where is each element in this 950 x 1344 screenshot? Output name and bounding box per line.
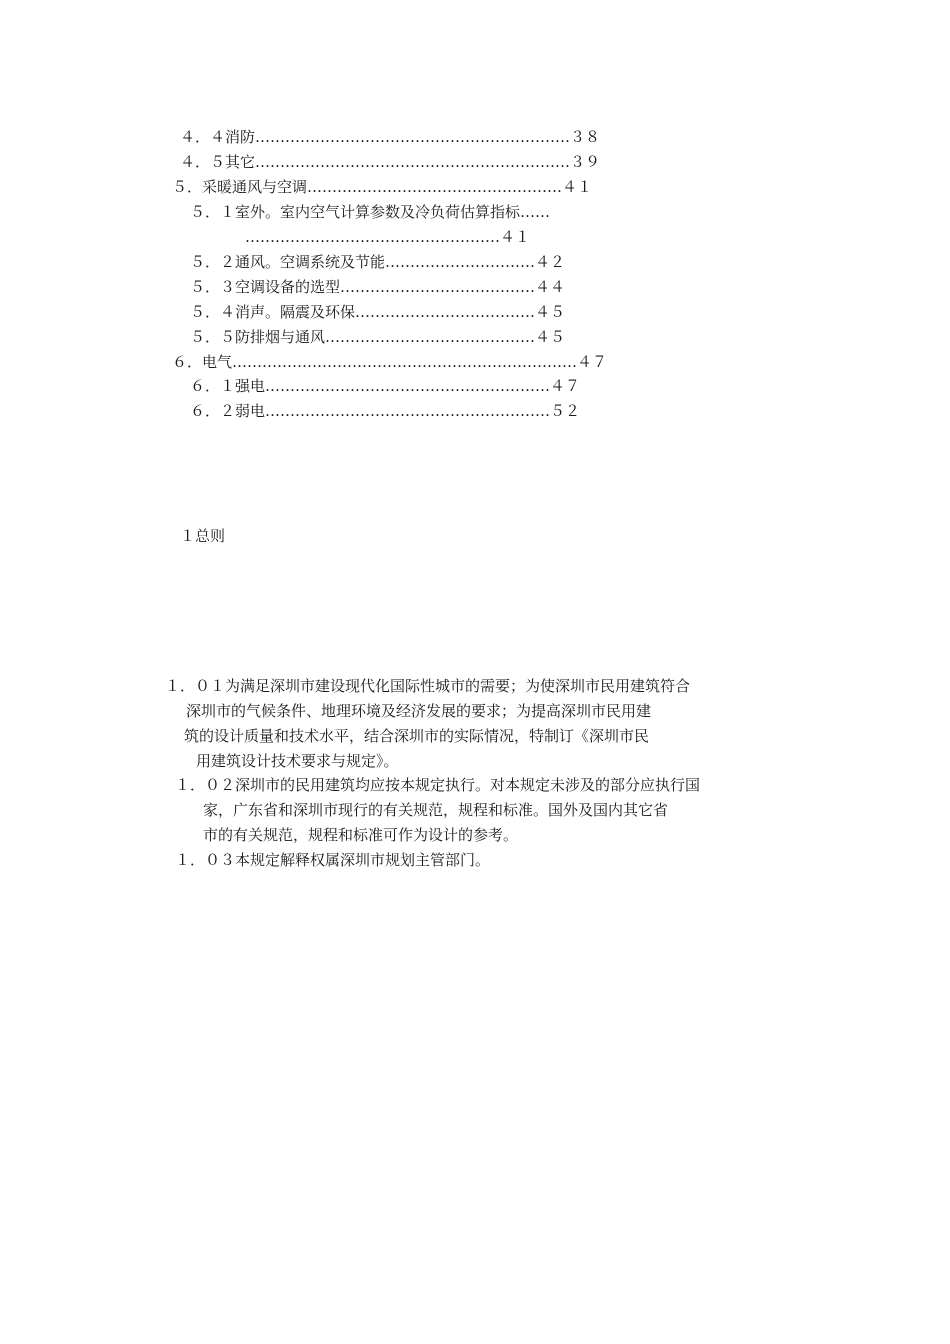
section-heading: １总则 bbox=[180, 527, 226, 545]
toc-entry-5-1-continued: ……………………………………………４１ bbox=[245, 228, 531, 246]
paragraph-line: 筑的设计质量和技术水平，结合深圳市的实际情况，特制订《深圳市民 bbox=[184, 727, 650, 745]
paragraph-line: 家，广东省和深圳市现行的有关规范，规程和标准。国外及国内其它省 bbox=[203, 801, 669, 819]
toc-entry-5-1: ５．１室外。室内空气计算参数及冷负荷估算指标…… bbox=[190, 203, 551, 221]
toc-entry-4-5: ４．５其它………………………………………………………３９ bbox=[180, 153, 601, 171]
toc-entry-5: ５．采暖通风与空调……………………………………………４１ bbox=[172, 178, 593, 196]
paragraph-line: 深圳市的气候条件、地理环境及经济发展的要求；为提高深圳市民用建 bbox=[186, 702, 652, 720]
toc-entry-5-3: ５．３空调设备的选型…………………………………４４ bbox=[190, 278, 566, 296]
paragraph-line: １．０２深圳市的民用建筑均应按本规定执行。对本规定未涉及的部分应执行国 bbox=[175, 776, 701, 794]
toc-entry-5-4: ５．４消声。隔震及环保………………………………４５ bbox=[190, 303, 566, 321]
toc-entry-6: ６．电气……………………………………………………………４７ bbox=[172, 353, 608, 371]
toc-entry-4-4: ４．４消防………………………………………………………３８ bbox=[180, 128, 601, 146]
toc-entry-5-5: ５．５防排烟与通风……………………………………４５ bbox=[190, 328, 566, 346]
paragraph-line: 用建筑设计技术要求与规定》。 bbox=[196, 752, 399, 770]
toc-entry-6-1: ６．１强电…………………………………………………４７ bbox=[190, 377, 581, 395]
paragraph-line: 市的有关规范，规程和标准可作为设计的参考。 bbox=[203, 826, 519, 844]
toc-entry-5-2: ５．２通风。空调系统及节能…………………………４２ bbox=[190, 253, 566, 271]
paragraph-line: １．０３本规定解释权属深圳市规划主管部门。 bbox=[175, 851, 491, 869]
toc-entry-6-2: ６．２弱电…………………………………………………５２ bbox=[190, 402, 581, 420]
paragraph-line: １．０１为满足深圳市建设现代化国际性城市的需要；为使深圳市民用建筑符合 bbox=[165, 677, 691, 695]
